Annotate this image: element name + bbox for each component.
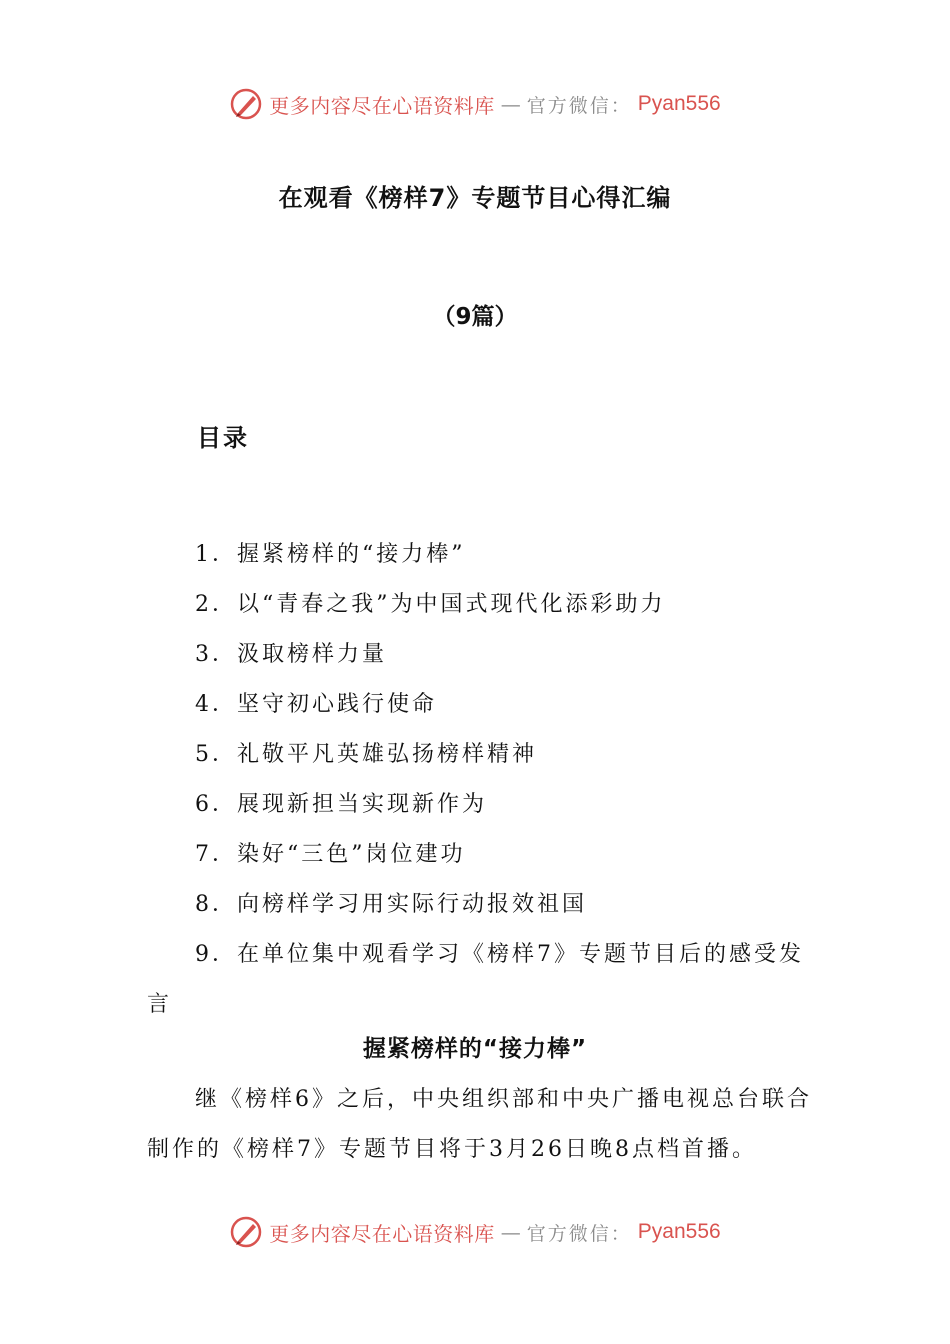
banner-main-text: 更多内容尽在心语资料库 [269, 1221, 495, 1246]
quill-pen-logo-icon [229, 1215, 263, 1249]
toc-item: 7．染好“三色”岗位建功 [195, 842, 466, 867]
section-title: 握紧榜样的“接力棒” [362, 1036, 588, 1062]
toc-item: 6．展现新担当实现新作为 [195, 792, 487, 817]
banner-wechat-id: Pyan556 [637, 1220, 721, 1243]
toc-heading: 目录 [197, 424, 249, 452]
toc-item: 8．向榜样学习用实际行动报效祖国 [195, 892, 587, 917]
toc-item: 4．坚守初心践行使命 [195, 692, 437, 717]
toc-item: 5．礼敬平凡英雄弘扬榜样精神 [195, 742, 537, 767]
toc-item: 2．以“青春之我”为中国式现代化添彩助力 [195, 592, 666, 617]
table-of-contents [147, 530, 812, 1030]
toc-item: 3．汲取榜样力量 [195, 642, 387, 667]
banner-separator: — [500, 92, 521, 116]
footer-banner [0, 1212, 950, 1252]
header-banner [0, 84, 950, 124]
toc-item: 1．握紧榜样的“接力棒” [195, 542, 466, 567]
banner-wechat-id: Pyan556 [637, 92, 721, 115]
body-paragraph: 继《榜样6》之后，中央组织部和中央广播电视总台联合制作的《榜样7》专题节目将于3月26日晚8点档首播。 [147, 1087, 812, 1162]
document-subtitle: （9篇） [432, 304, 518, 330]
document-title: 在观看《榜样7》专题节目心得汇编 [278, 184, 672, 212]
banner-separator: — [500, 1220, 521, 1244]
toc-item: 9．在单位集中观看学习《榜样7》专题节目后的感受发言 [147, 942, 804, 1017]
banner-main-text: 更多内容尽在心语资料库 [269, 93, 495, 118]
banner-wechat-label: 官方微信： [526, 94, 632, 117]
quill-pen-logo-icon [229, 87, 263, 121]
banner-wechat-label: 官方微信： [526, 1222, 632, 1245]
